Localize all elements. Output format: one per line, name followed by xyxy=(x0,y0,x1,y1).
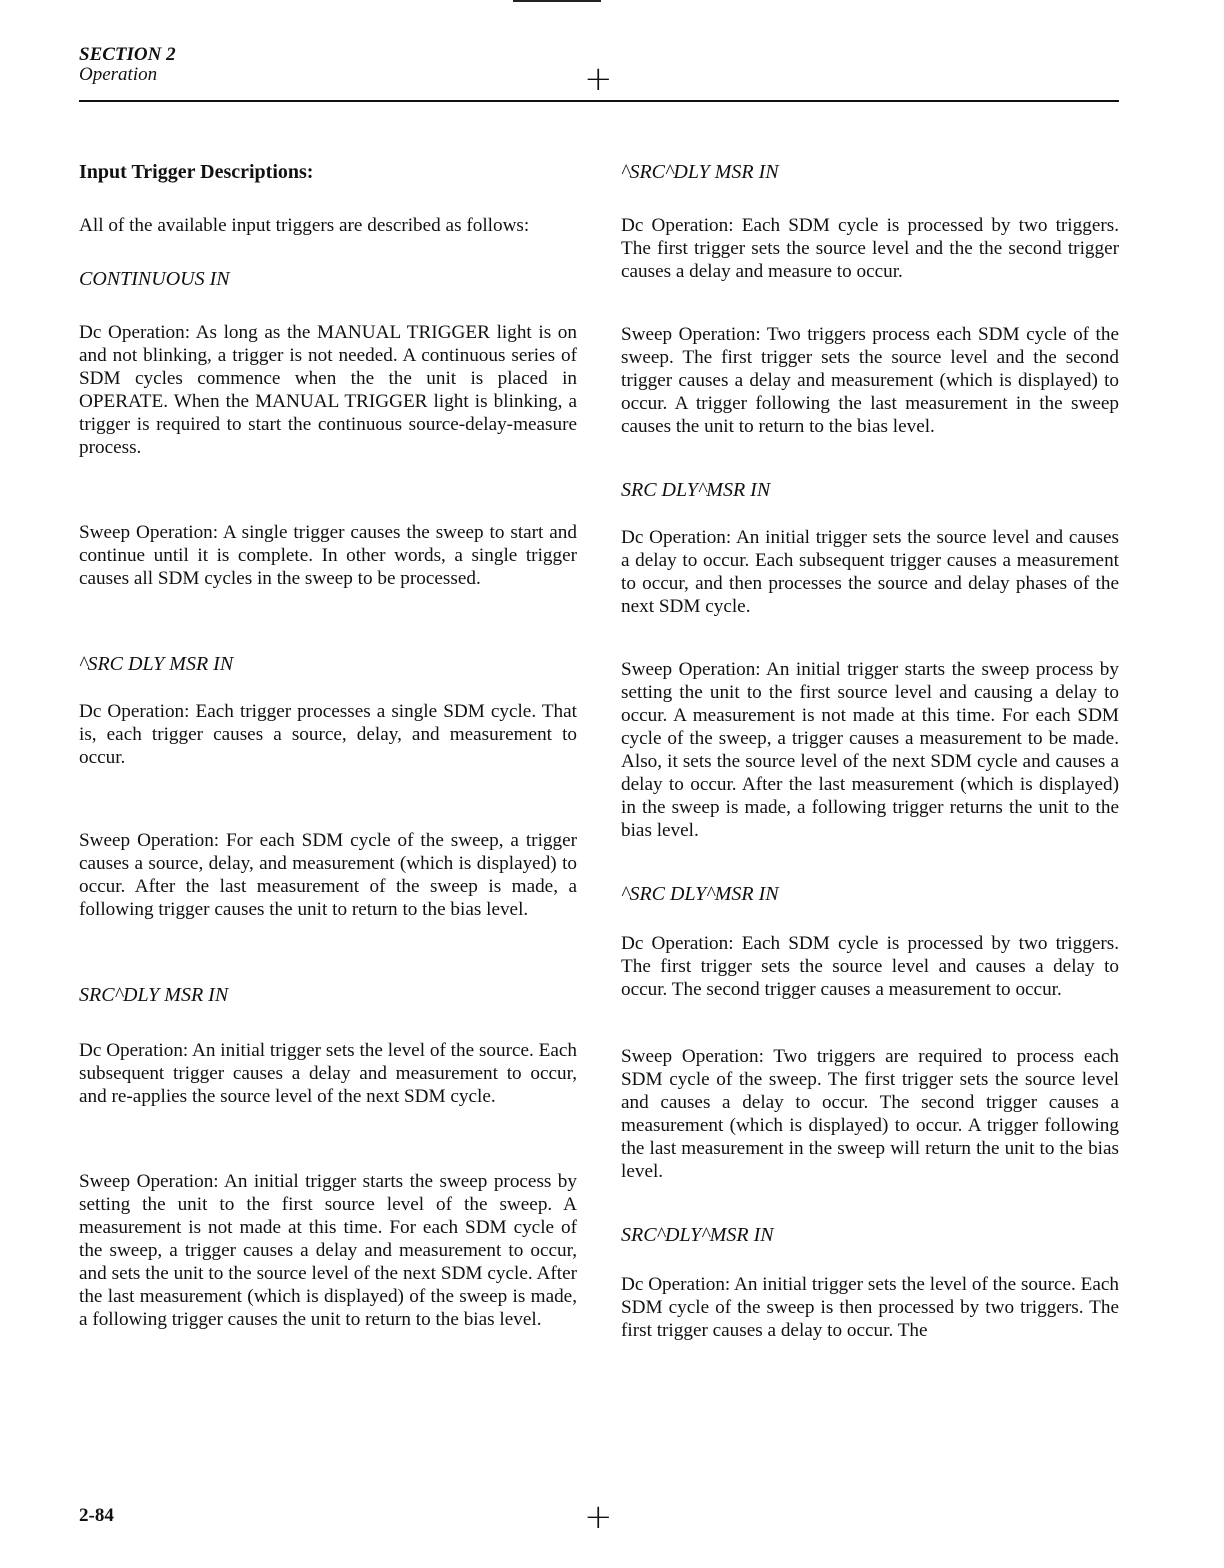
src-dly-sweep-paragraph: Sweep Operation: An initial trigger starts the sweep process by setting the unit to the first source level of the sweep. A measurement is not made at this time. For each SDM cycle of the sweep, a trigger causes a delay and measurement to occur, and sets the unit to the source level of the next SDM cycle. After the last measurement (which is displayed) of the sweep is made, a following trigger causes the unit to return to the bias level. xyxy=(79,1171,577,1330)
src-dly-dc-paragraph: Dc Operation: An initial trigger sets the level of the source. Each subsequent trigger causes a delay and measurement to occur, and re-applies the source level of the next SDM cycle. xyxy=(79,1040,577,1107)
a-src-dly-a-msr-label: ^SRC DLY^MSR IN xyxy=(621,883,779,905)
top-rule xyxy=(513,0,601,2)
input-trigger-heading: Input Trigger Descriptions: xyxy=(79,161,314,183)
dly-a-msr-label: SRC DLY^MSR IN xyxy=(621,479,771,501)
section-subtitle: Operation xyxy=(79,64,158,85)
src-dly-msr-sweep-paragraph: Sweep Operation: For each SDM cycle of the sweep, a trigger causes a source, delay, and measurement (which is displayed) to occur. After the last measurement of the sweep is made, a following trigger causes the unit to return to the bias level. xyxy=(79,830,577,920)
src-a-dly-a-msr-dc-paragraph: Dc Operation: An initial trigger sets the level of the source. Each SDM cycle of the sweep is then processed by two triggers. The first trigger causes a delay to occur. The xyxy=(621,1274,1119,1341)
registration-mark-bottom: + xyxy=(584,1497,613,1537)
src-dly-msr-label: ^SRC DLY MSR IN xyxy=(79,653,234,675)
a-src-dly-a-msr-dc-paragraph: Dc Operation: Each SDM cycle is processed by two triggers. The first trigger sets the source level and causes a delay to occur. The second trigger causes a measurement to occur. xyxy=(621,933,1119,1000)
a-src-a-dly-label: ^SRC^DLY MSR IN xyxy=(621,161,779,183)
src-a-dly-a-msr-label: SRC^DLY^MSR IN xyxy=(621,1224,774,1246)
continuous-label: CONTINUOUS IN xyxy=(79,268,230,290)
page-number: 2-84 xyxy=(79,1505,114,1526)
src-dly-label: SRC^DLY MSR IN xyxy=(79,984,229,1006)
registration-mark-top: + xyxy=(584,59,613,99)
continuous-dc-paragraph: Dc Operation: As long as the MANUAL TRIGGER light is on and not blinking, a trigger is not needed. A continuous series of SDM cycles commence when the the unit is placed in OPERATE. When the MANUAL TRIGGER light is blinking, a trigger is required to start the continuous source-delay-measure process. xyxy=(79,322,577,458)
page-header xyxy=(79,44,1119,102)
intro-paragraph: All of the available input triggers are described as follows: xyxy=(79,215,530,236)
right-column xyxy=(621,160,1119,1342)
a-src-dly-a-msr-sweep-paragraph: Sweep Operation: Two triggers are required to process each SDM cycle of the sweep. The first trigger sets the source level and causes a delay to occur. The second trigger causes a measurement (which is displayed) to occur. A trigger following the last measurement in the sweep will return the unit to the bias level. xyxy=(621,1046,1119,1182)
src-dly-msr-dc-paragraph: Dc Operation: Each trigger processes a single SDM cycle. That is, each trigger causes a source, delay, and measurement to occur. xyxy=(79,701,577,768)
a-src-a-dly-sweep-paragraph: Sweep Operation: Two triggers process each SDM cycle of the sweep. The first trigger sets the source level and the second trigger causes a delay and measurement (which is displayed) to occur. A trigger following the last measurement in the sweep causes the unit to return to the bias level. xyxy=(621,324,1119,437)
left-column xyxy=(79,160,577,1331)
continuous-sweep-paragraph: Sweep Operation: A single trigger causes the sweep to start and continue until it is complete. In other words, a single trigger causes all SDM cycles in the sweep to be processed. xyxy=(79,522,577,589)
dly-a-msr-sweep-paragraph: Sweep Operation: An initial trigger starts the sweep process by setting the unit to the first source level and causing a delay to occur. A measurement is not made at this time. For each SDM cycle of the sweep, a trigger causes a measurement to be made. Also, it sets the source level of the next SDM cycle and causes a delay to occur. After the last measurement (which is displayed) in the sweep is made, a following trigger returns the unit to the bias level. xyxy=(621,659,1119,841)
section-title: SECTION 2 xyxy=(79,44,176,65)
dly-a-msr-dc-paragraph: Dc Operation: An initial trigger sets the source level and causes a delay to occur. Each subsequent trigger causes a measurement to occur, and then processes the source and delay phases of the next SDM cycle. xyxy=(621,527,1119,617)
a-src-a-dly-dc-paragraph: Dc Operation: Each SDM cycle is processed by two triggers. The first trigger sets the source level and the the second trigger causes a delay and measure to occur. xyxy=(621,215,1119,282)
